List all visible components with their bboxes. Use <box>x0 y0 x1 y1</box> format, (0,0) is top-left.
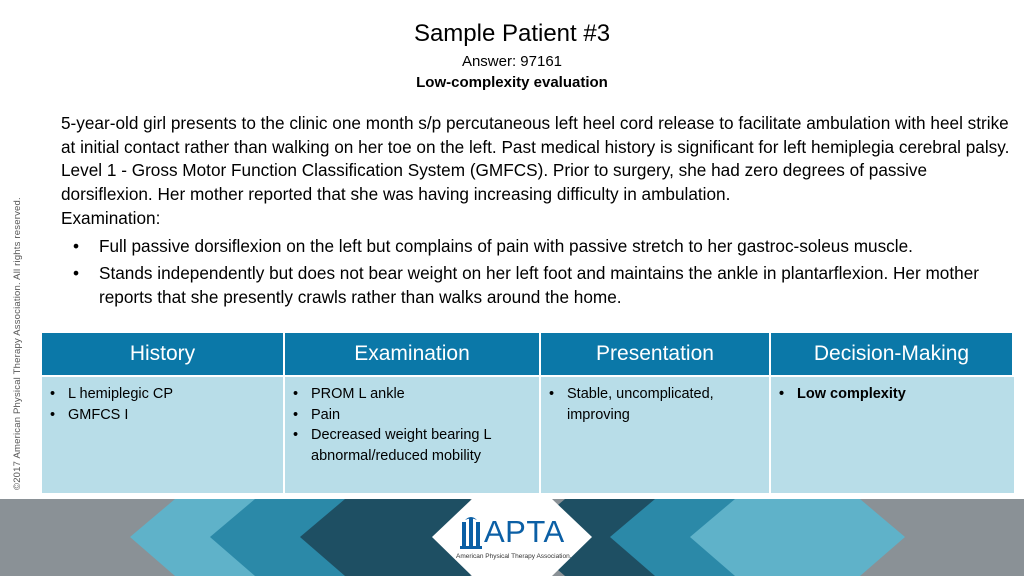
evaluation-table <box>42 333 1014 493</box>
list-item <box>293 384 531 405</box>
list-item <box>549 384 761 425</box>
answer-code: Answer: 97161 <box>461 53 563 70</box>
examination-item: Decreased weight bearing L abnormal/reduced mobility <box>311 427 492 464</box>
bullet-text: Stands independently but does not bear weight on her left foot and maintains the ankle in plantarflexion. Her mother reports that she presently crawls rather than walks around the home. <box>99 263 979 307</box>
complexity-label: Low-complexity evaluation <box>416 74 608 91</box>
bullet-icon: • <box>73 263 80 283</box>
copyright-notice: ©2017 American Physical Therapy Association. All rights reserved. <box>12 197 23 490</box>
list-item <box>779 384 1006 405</box>
header-examination: Examination <box>285 333 541 377</box>
bullet-icon: • <box>50 406 56 423</box>
history-item: L hemiplegic CP <box>68 386 174 402</box>
list-item <box>293 425 531 466</box>
cell-examination <box>285 377 541 493</box>
header-presentation: Presentation <box>541 333 771 377</box>
apta-logo <box>434 512 594 576</box>
examination-label: Examination: <box>61 208 161 228</box>
bullet-text: Full passive dorsiflexion on the left but complains of pain with passive stretch to her gastroc-soleus muscle. <box>99 235 913 256</box>
history-item: GMFCS I <box>68 406 129 423</box>
examination-bullet-list <box>61 235 1011 310</box>
bullet-icon: • <box>50 386 56 402</box>
decision-item: Low complexity <box>797 386 906 402</box>
history-list <box>50 384 275 425</box>
list-item <box>293 405 531 426</box>
bullet-icon: • <box>293 386 299 402</box>
header-history: History <box>42 333 285 377</box>
list-item <box>50 384 275 405</box>
cell-presentation <box>541 377 771 493</box>
cell-decision-making <box>771 377 1014 493</box>
logo-tagline: American Physical Therapy Association. <box>456 553 572 560</box>
examination-item: PROM L ankle <box>311 386 405 402</box>
chevron-light-right <box>690 499 905 576</box>
slide-title: Sample Patient #3 <box>413 20 611 47</box>
case-paragraph: 5-year-old girl presents to the clinic one month s/p percutaneous left heel cord release to facilitate ambulation with heel strike at initial contact rather than walking on her toe on the left. Past medical history is significant for left hemiplegia cerebral palsy. Level 1 - Gross Motor Function Classification System (GMFCS). Prior to surgery, she had zero degrees of passive dorsiflexion. Her mother reported that she was having increasing difficulty in ambulation. <box>61 113 1010 204</box>
presentation-item: Stable, uncomplicated, improving <box>567 386 714 423</box>
bullet-icon: • <box>293 406 299 423</box>
case-description <box>61 112 1011 313</box>
cell-history <box>42 377 285 493</box>
bullet-icon: • <box>549 386 555 402</box>
decision-list <box>779 384 1006 405</box>
bullet-icon: • <box>73 235 80 256</box>
presentation-list <box>549 384 761 425</box>
list-item <box>61 235 1011 259</box>
examination-list <box>293 384 531 466</box>
bullet-icon: • <box>293 427 299 443</box>
list-item <box>61 262 1011 309</box>
logo-wordmark: APTA <box>484 514 565 549</box>
examination-item: Pain <box>311 406 341 423</box>
header-decision-making: Decision-Making <box>771 333 1014 377</box>
list-item <box>50 405 275 426</box>
bullet-icon: • <box>779 386 785 402</box>
footer-left-gray <box>0 499 80 576</box>
